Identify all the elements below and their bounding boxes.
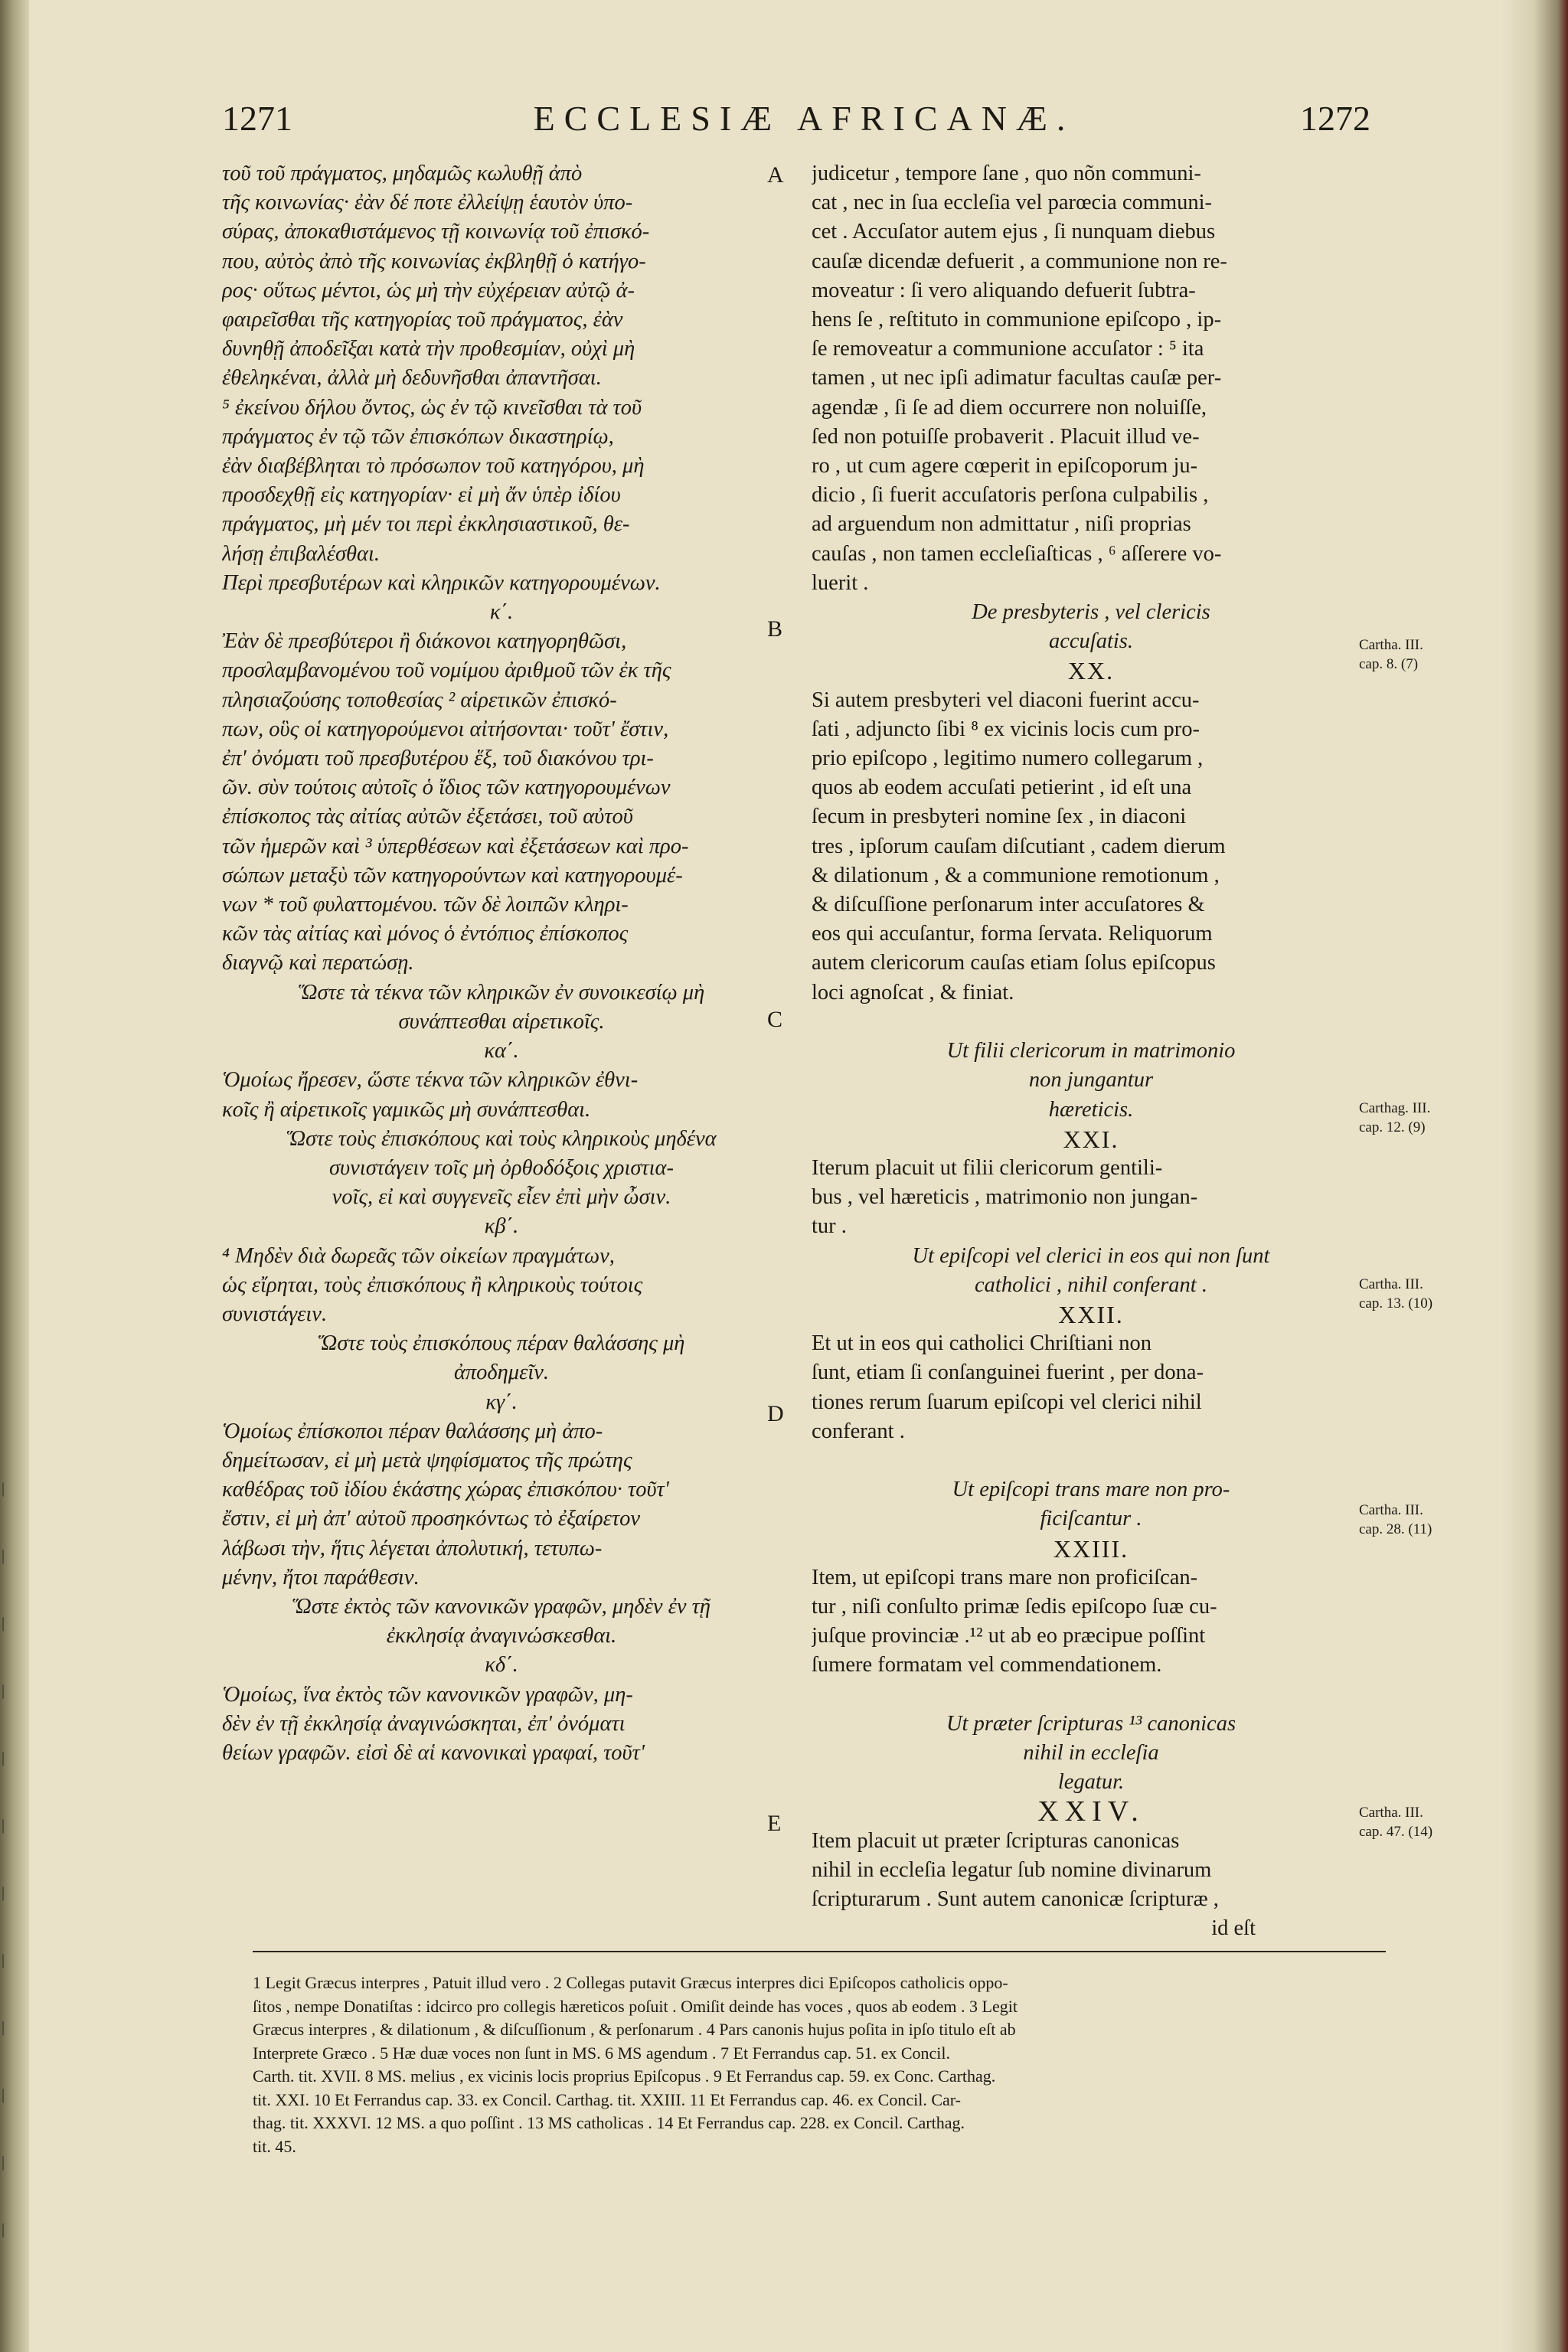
book-spine-shadow — [0, 0, 29, 2352]
spine-mark: | — [2, 2221, 5, 2238]
footnote-line: Interprete Græco . 5 Hæ duæ voces non ſunt in MS. 6 MS agendum . 7 Et Ferrandus cap. 51. ex Concil. — [253, 2043, 951, 2063]
greek-text-line: τοῦ τοῦ πράγματος, μηδαμῶς κωλυθῇ ἀπὸ — [222, 162, 583, 185]
greek-heading-line: ἀποδημεῖν. — [453, 1361, 550, 1385]
greek-text-line: ἐθεληκέναι, ἀλλὰ μὴ δεδυνῆσθαι ἀπαντῆσαι. — [222, 366, 602, 390]
margin-letter-a: A — [767, 162, 784, 188]
latin-text-line: ad arguendum non admittatur , niſi proprias — [812, 512, 1191, 537]
spine-marks — [2, 1455, 20, 2263]
side-reference-chapter: cap. 13. (10) — [1359, 1295, 1433, 1312]
greek-text-line: νων * τοῦ φυλαττομένου. τῶν δὲ λοιπῶν κληρι- — [222, 893, 629, 917]
spine-mark: | — [2, 1547, 5, 1564]
latin-heading-line: De presbyteris , vel clericis — [972, 600, 1210, 625]
latin-text-line: ſed non potuiſſe probaverit . Placuit illud ve- — [812, 424, 1200, 449]
latin-text-line: cauſas , non tamen eccleſiaſticas , ⁶ aſſerere vo- — [812, 541, 1222, 566]
greek-text-line: ⁵ ἐκείνου δήλου ὄντος, ὡς ἐν τῷ κινεῖσθαι τὰ τοῦ — [222, 395, 642, 420]
greek-text-line: θείων γραφῶν. εἰσὶ δὲ αἱ κανονικαὶ γραφαί, τοῦτ' — [222, 1740, 645, 1765]
greek-heading-line: κα΄. — [484, 1039, 519, 1063]
greek-text-line: διαγνῷ καὶ περατώσῃ. — [222, 951, 414, 975]
greek-text-line: δὲν ἐν τῇ ἐκκλησίᾳ ἀναγινώσκηται, ἐπ' ὀνόματι — [222, 1711, 626, 1736]
side-reference-source: Cartha. III. — [1359, 1276, 1423, 1292]
greek-heading-line: κ΄. — [489, 600, 514, 625]
greek-text-line: ῶν. σὺν τούτοις αὐτοῖς ὁ ἴδιος τῶν κατηγορουμένων — [222, 776, 671, 800]
greek-text-line: Ἐὰν δὲ πρεσβύτεροι ἢ διάκονοι κατηγορηθῶσι, — [222, 629, 627, 654]
greek-heading-line: συνάπτεσθαι αἱρετικοῖς. — [398, 1009, 605, 1034]
greek-text-line: κοῖς ἢ αἱρετικοῖς γαμικῶς μὴ συνάπτεσθαι. — [222, 1097, 591, 1122]
spine-mark: | — [2, 1817, 5, 1834]
latin-text-line: luerit . — [812, 570, 869, 595]
page-number-right: 1272 — [1300, 99, 1370, 138]
spine-mark: | — [2, 2019, 5, 2036]
greek-text-column — [222, 159, 781, 1974]
latin-heading-line: Ut præter ſcripturas ¹³ canonicas — [946, 1711, 1236, 1736]
margin-letter-e: E — [767, 1811, 782, 1836]
latin-text-line: quos ab eodem accuſati petierint , id eſt una — [812, 776, 1192, 800]
side-reference-source: Cartha. III. — [1359, 1502, 1423, 1518]
canon-number: XXI. — [1063, 1125, 1119, 1153]
greek-heading-line: νοῖς, εἰ καὶ συγγενεῖς εἶεν ἐπὶ μὴν ὦσιν. — [332, 1185, 671, 1210]
side-reference — [1359, 635, 1466, 674]
latin-heading-line: Ut epiſcopi vel clerici in eos qui non ſunt — [912, 1243, 1270, 1268]
latin-heading-line: legatur. — [1057, 1770, 1125, 1795]
latin-text-line: Iterum placuit ut filii clericorum gentili- — [812, 1155, 1163, 1180]
greek-text-line: ὡς εἴρηται, τοὺς ἐπισκόπους ἢ κληρικοὺς τούτοις — [222, 1272, 643, 1297]
greek-text-line: ἐπίσκοπος τὰς αἰτίας αὐτῶν ἐξετάσει, τοῦ αὐτοῦ — [222, 805, 633, 829]
side-reference-chapter: cap. 28. (11) — [1359, 1521, 1432, 1537]
spine-mark: | — [2, 1682, 5, 1699]
spacer-line — [812, 1008, 1370, 1037]
latin-text-line: & diſcuſſione perſonarum inter accuſatores & — [812, 893, 1205, 917]
running-title: ECCLESIÆ AFRICANÆ. — [533, 99, 1075, 138]
latin-heading-line: nihil in eccleſia — [1023, 1740, 1159, 1765]
latin-text-line: ſcripturarum . Sunt autem canonicæ ſcripturæ , — [812, 1886, 1219, 1911]
spine-mark: | — [2, 1615, 5, 1632]
latin-text-line: juſque provinciæ .¹² ut ab eo præcipue poſſint — [812, 1624, 1206, 1648]
spine-mark: | — [2, 1952, 5, 1968]
greek-text-line: λήσῃ ἐπιβαλέσθαι. — [222, 541, 381, 566]
greek-text-line: πων, οὓς οἱ κατηγορούμενοι αἰτήσονται· τοῦτ' ἔστιν, — [222, 717, 669, 741]
greek-text-line: ἐπ' ὀνόματι τοῦ πρεσβυτέρου ἕξ, τοῦ διακόνου τρι- — [222, 746, 654, 771]
canon-number: XXIII. — [1053, 1534, 1129, 1563]
side-reference — [1359, 1803, 1466, 1841]
greek-text-line: καθέδρας τοῦ ἰδίου ἑκάστης χώρας ἐπισκόπου· τοῦτ' — [222, 1478, 669, 1502]
spine-mark: | — [2, 2086, 5, 2103]
spacer-line — [812, 1446, 1370, 1475]
greek-text-line: τῶν ἡμερῶν καὶ ³ ὑπερθέσεων καὶ ἐξετάσεων καὶ προ- — [222, 834, 689, 858]
latin-text-line: Item, ut epiſcopi trans mare non proficiſcan- — [812, 1565, 1198, 1589]
greek-text-line: ⁴ Μηδὲν διὰ δωρεᾶς τῶν οἰκείων πραγμάτων, — [222, 1243, 615, 1268]
greek-text-line: σώπων μεταξὺ τῶν κατηγορούντων καὶ κατηγορουμέ- — [222, 863, 683, 887]
latin-heading-line: accuſatis. — [1048, 629, 1134, 654]
footnote-line: Carth. tit. XVII. 8 MS. melius , ex vicinis locis proprius Epiſcopus . 9 Et Ferrandus cap. 59. ex Conc. Carthag. — [253, 2066, 996, 2086]
greek-text-line: που, αὐτὸς ἀπὸ τῆς κοινωνίας ἐκβληθῇ ὁ κατήγο- — [222, 249, 646, 273]
spine-mark: | — [2, 1884, 5, 1901]
greek-text-line: πράγματος ἐν τῷ τῶν ἐπισκόπων δικαστηρίῳ, — [222, 424, 614, 449]
latin-heading-line: Ut filii clericorum in matrimonio — [946, 1039, 1236, 1063]
greek-text-line: προσδεχθῇ εἰς κατηγορίαν· εἰ μὴ ἄν ὑπὲρ ἰδίου — [222, 483, 621, 508]
greek-text-line: Ὁμοίως ἤρεσεν, ὥστε τέκνα τῶν κληρικῶν ἐθνι- — [222, 1068, 639, 1093]
latin-text-line: tiones rerum ſuarum epiſcopi vel clerici nihil — [812, 1390, 1202, 1414]
latin-text-column — [812, 159, 1370, 1974]
side-reference-chapter: cap. 8. (7) — [1359, 656, 1419, 672]
page-edge — [1499, 0, 1568, 2352]
greek-text-line: Ὁμοίως, ἵνα ἐκτὸς τῶν κανονικῶν γραφῶν, μη- — [222, 1682, 633, 1707]
margin-letter-b: B — [767, 616, 783, 642]
margin-letter-d: D — [767, 1401, 784, 1426]
latin-heading-line: non jungantur — [1028, 1068, 1154, 1093]
latin-text-line: & dilationum , & a communione remotionum , — [812, 863, 1220, 887]
latin-text-line: prio epiſcopo , legitimo numero collegarum , — [812, 746, 1204, 771]
latin-text-line: ſe removeatur a communione accuſator : ⁵ ita — [812, 337, 1204, 361]
greek-text-line: κῶν τὰς αἰτίας καὶ μόνος ὁ ἐντόπιος ἐπίσκοπος — [222, 922, 629, 946]
latin-text-line: cet . Accuſator autem ejus , ſi nunquam diebus — [812, 220, 1216, 244]
spacer-line — [812, 1681, 1370, 1710]
latin-text-line: ſumere formatam vel commendationem. — [812, 1653, 1162, 1677]
latin-text-line: ſunt, etiam ſi conſanguinei fuerint , per dona- — [812, 1361, 1204, 1385]
greek-text-line: σύρας, ἀποκαθιστάμενος τῇ κοινωνίᾳ τοῦ ἐπισκό- — [222, 220, 650, 244]
spine-mark: | — [2, 1749, 5, 1766]
side-reference-source: Cartha. III. — [1359, 637, 1423, 653]
greek-heading-line: κγ΄. — [485, 1390, 518, 1414]
greek-text-line: συνιστάγειν. — [222, 1302, 328, 1326]
latin-text-line: loci agnoſcat , & finiat. — [812, 980, 1014, 1004]
latin-text-line: ro , ut cum agere cœperit in epiſcoporum ju- — [812, 454, 1198, 479]
footnote-line: ſitos , nempe Donatiſtas : idcirco pro collegis hæreticos poſuit . Omiſit deinde has voces , quos ab eodem . 3 Legit — [253, 1996, 1018, 2016]
latin-text-line: Si autem presbyteri vel diaconi fuerint accu- — [812, 688, 1200, 712]
greek-heading-line: Ὥστε τοὺς ἐπισκόπους πέραν θαλάσσης μὴ — [318, 1331, 685, 1356]
greek-text-line: δυνηθῇ ἀποδεῖξαι κατὰ τὴν προθεσμίαν, οὐχὶ μὴ — [222, 337, 635, 361]
latin-text-line: dicio , ſi fuerit accuſatoris perſona culpabilis , — [812, 483, 1209, 508]
latin-text-line: cauſæ dicendæ defuerit , a communione non re- — [812, 249, 1227, 273]
canon-number: XXII. — [1058, 1300, 1124, 1328]
footnote-divider — [253, 1951, 1386, 1952]
latin-text-line: judicetur , tempore ſane , quo nõn communi- — [812, 162, 1201, 185]
latin-text-line: ſati , adjuncto ſibi ⁸ ex vicinis locis cum pro- — [812, 717, 1200, 741]
latin-text-line: nihil in eccleſia legatur ſub nomine divinarum — [812, 1857, 1212, 1882]
spine-mark: | — [2, 1480, 5, 1497]
greek-text-line: φαιρεῖσθαι τῆς κατηγορίας τοῦ πράγματος, ἐὰν — [222, 308, 623, 332]
greek-text-line: δημείτωσαν, εἰ μὴ μετὰ ψηφίσματος τῆς πρώτης — [222, 1448, 632, 1472]
greek-text-line: ρος· οὕτως μέντοι, ὡς μὴ τὴν εὐχέρειαν αὐτῷ ἀ- — [222, 278, 635, 302]
latin-text-line: tres , ipſorum cauſam diſcutiant , cadem dierum — [812, 834, 1226, 858]
canon-number: XXIV. — [1037, 1795, 1145, 1828]
side-reference — [1359, 1275, 1466, 1313]
latin-text-line: tur , niſi conſulto primæ ſedis epiſcopo ſuæ cu- — [812, 1594, 1217, 1619]
latin-text-line: ſecum in presbyteri nomine ſex , in diaconi — [812, 805, 1187, 829]
latin-heading-line: ficiſcantur . — [1040, 1507, 1142, 1531]
footnote-line: 1 Legit Græcus interpres , Patuit illud vero . 2 Collegas putavit Græcus interpres dici Epiſcopos catholicis oppo- — [253, 1973, 1008, 1992]
greek-heading-line: κδ΄. — [485, 1653, 518, 1677]
greek-heading-line: Ὥστε ἐκτὸς τῶν κανονικῶν γραφῶν, μηδὲν ἐν τῇ — [292, 1594, 710, 1619]
latin-text-line: autem clericorum cauſas etiam ſolus epiſcopus — [812, 951, 1216, 975]
greek-text-line: πλησιαζούσης τοποθεσίας ² αἱρετικῶν ἐπισκό- — [222, 688, 617, 712]
latin-text-line: cat , nec in ſua eccleſia vel parœcia communi- — [812, 191, 1213, 215]
canon-number: XX. — [1067, 657, 1115, 685]
footnote-line: thag. tit. XXXVI. 12 MS. a quo poſſint . 13 MS catholicas . 14 Et Ferrandus cap. 228. ex Concil. Carthag. — [253, 2113, 965, 2132]
latin-heading-line: Ut epiſcopi trans mare non pro- — [952, 1478, 1230, 1502]
greek-heading-line: κβ΄. — [484, 1214, 519, 1239]
side-reference-chapter: cap. 12. (9) — [1359, 1119, 1426, 1135]
greek-text-line: τῆς κοινωνίας· ἐὰν δέ ποτε ἐλλείψῃ ἑαυτὸν ὑπο- — [222, 191, 633, 215]
greek-heading-line: ἐκκλησίᾳ ἀναγινώσκεσθαι. — [386, 1624, 617, 1648]
greek-text-line: προσλαμβανομένου τοῦ νομίμου ἀριθμοῦ τῶν ἐκ τῆς — [222, 658, 671, 683]
greek-text-line: Ὁμοίως ἐπίσκοποι πέραν θαλάσσης μὴ ἀπο- — [222, 1419, 603, 1443]
greek-heading-line: Ὥστε τοὺς ἐπισκόπους καὶ τοὺς κληρικοὺς μηδένα — [286, 1126, 717, 1151]
latin-text-line: Et ut in eos qui catholici Chriſtiani non — [812, 1331, 1152, 1356]
latin-text-line: eos qui accuſantur, forma ſervata. Reliquorum — [812, 922, 1213, 946]
greek-heading-line: Ὥστε τὰ τέκνα τῶν κληρικῶν ἐν συνοικεσίῳ μὴ — [298, 980, 705, 1004]
latin-heading-line: hæreticis. — [1048, 1097, 1134, 1122]
side-reference — [1359, 1099, 1466, 1137]
margin-letter-c: C — [767, 1007, 783, 1032]
spine-mark: | — [2, 2154, 5, 2171]
latin-text-line: bus , vel hæreticis , matrimonio non jungan- — [812, 1185, 1198, 1210]
footnote-line: Græcus interpres , & dilationum , & diſcuſſionum , & perſonarum . 4 Pars canonis hujus poſita in ipſo titulo eſt ab — [253, 2020, 1016, 2039]
latin-text-line: id eſt — [1211, 1916, 1256, 1941]
side-reference-source: Carthag. III. — [1359, 1100, 1431, 1116]
greek-text-line: πράγματος, μὴ μέν τοι περὶ ἐκκλησιαστικοῦ, θε- — [222, 512, 630, 537]
running-head — [222, 84, 1370, 138]
latin-text-line: tamen , ut nec ipſi adimatur facultas cauſæ per- — [812, 366, 1222, 390]
greek-heading-line: συνιστάγειν τοῖς μὴ ὀρθοδόξοις χριστια- — [328, 1155, 674, 1180]
latin-text-line: conferant . — [812, 1419, 905, 1443]
greek-heading-line: Περὶ πρεσβυτέρων καὶ κληρικῶν κατηγορουμένων. — [222, 570, 661, 595]
page-number-left: 1271 — [222, 99, 292, 138]
greek-text-line: ἔστιν, εἰ μὴ ἀπ' αὐτοῦ προσηκόντως τὸ ἐξαίρετον — [222, 1507, 640, 1531]
footnotes — [253, 1971, 1386, 2158]
latin-text-line: moveatur : ſi vero aliquando defuerit ſubtra- — [812, 278, 1196, 302]
side-reference — [1359, 1501, 1466, 1539]
side-reference-source: Cartha. III. — [1359, 1805, 1423, 1821]
footnote-line: tit. XXI. 10 Et Ferrandus cap. 33. ex Concil. Carthag. tit. XXIII. 11 Et Ferrandus cap. 46. ex Concil. Car- — [253, 2089, 961, 2109]
latin-text-line: tur . — [812, 1214, 847, 1239]
footnote-line: tit. 45. — [253, 2136, 296, 2156]
latin-text-line: hens ſe , reſtituto in communione epiſcopo , ip- — [812, 308, 1222, 332]
greek-text-line: μένην, ἤτοι παράθεσιν. — [222, 1565, 420, 1589]
latin-text-line: agendæ , ſi ſe ad diem occurrere non noluiſſe, — [812, 395, 1207, 420]
greek-text-line: λάβωσι τὴν, ἥτις λέγεται ἀπολυτική, τετυπω- — [222, 1536, 603, 1560]
side-reference-chapter: cap. 47. (14) — [1359, 1824, 1433, 1840]
latin-heading-line: catholici , nihil conferant . — [975, 1272, 1207, 1297]
latin-text-line: Item placuit ut præter ſcripturas canonicas — [812, 1828, 1180, 1853]
greek-text-line: ἐὰν διαβέβληται τὸ πρόσωπον τοῦ κατηγόρου, μὴ — [222, 454, 645, 479]
